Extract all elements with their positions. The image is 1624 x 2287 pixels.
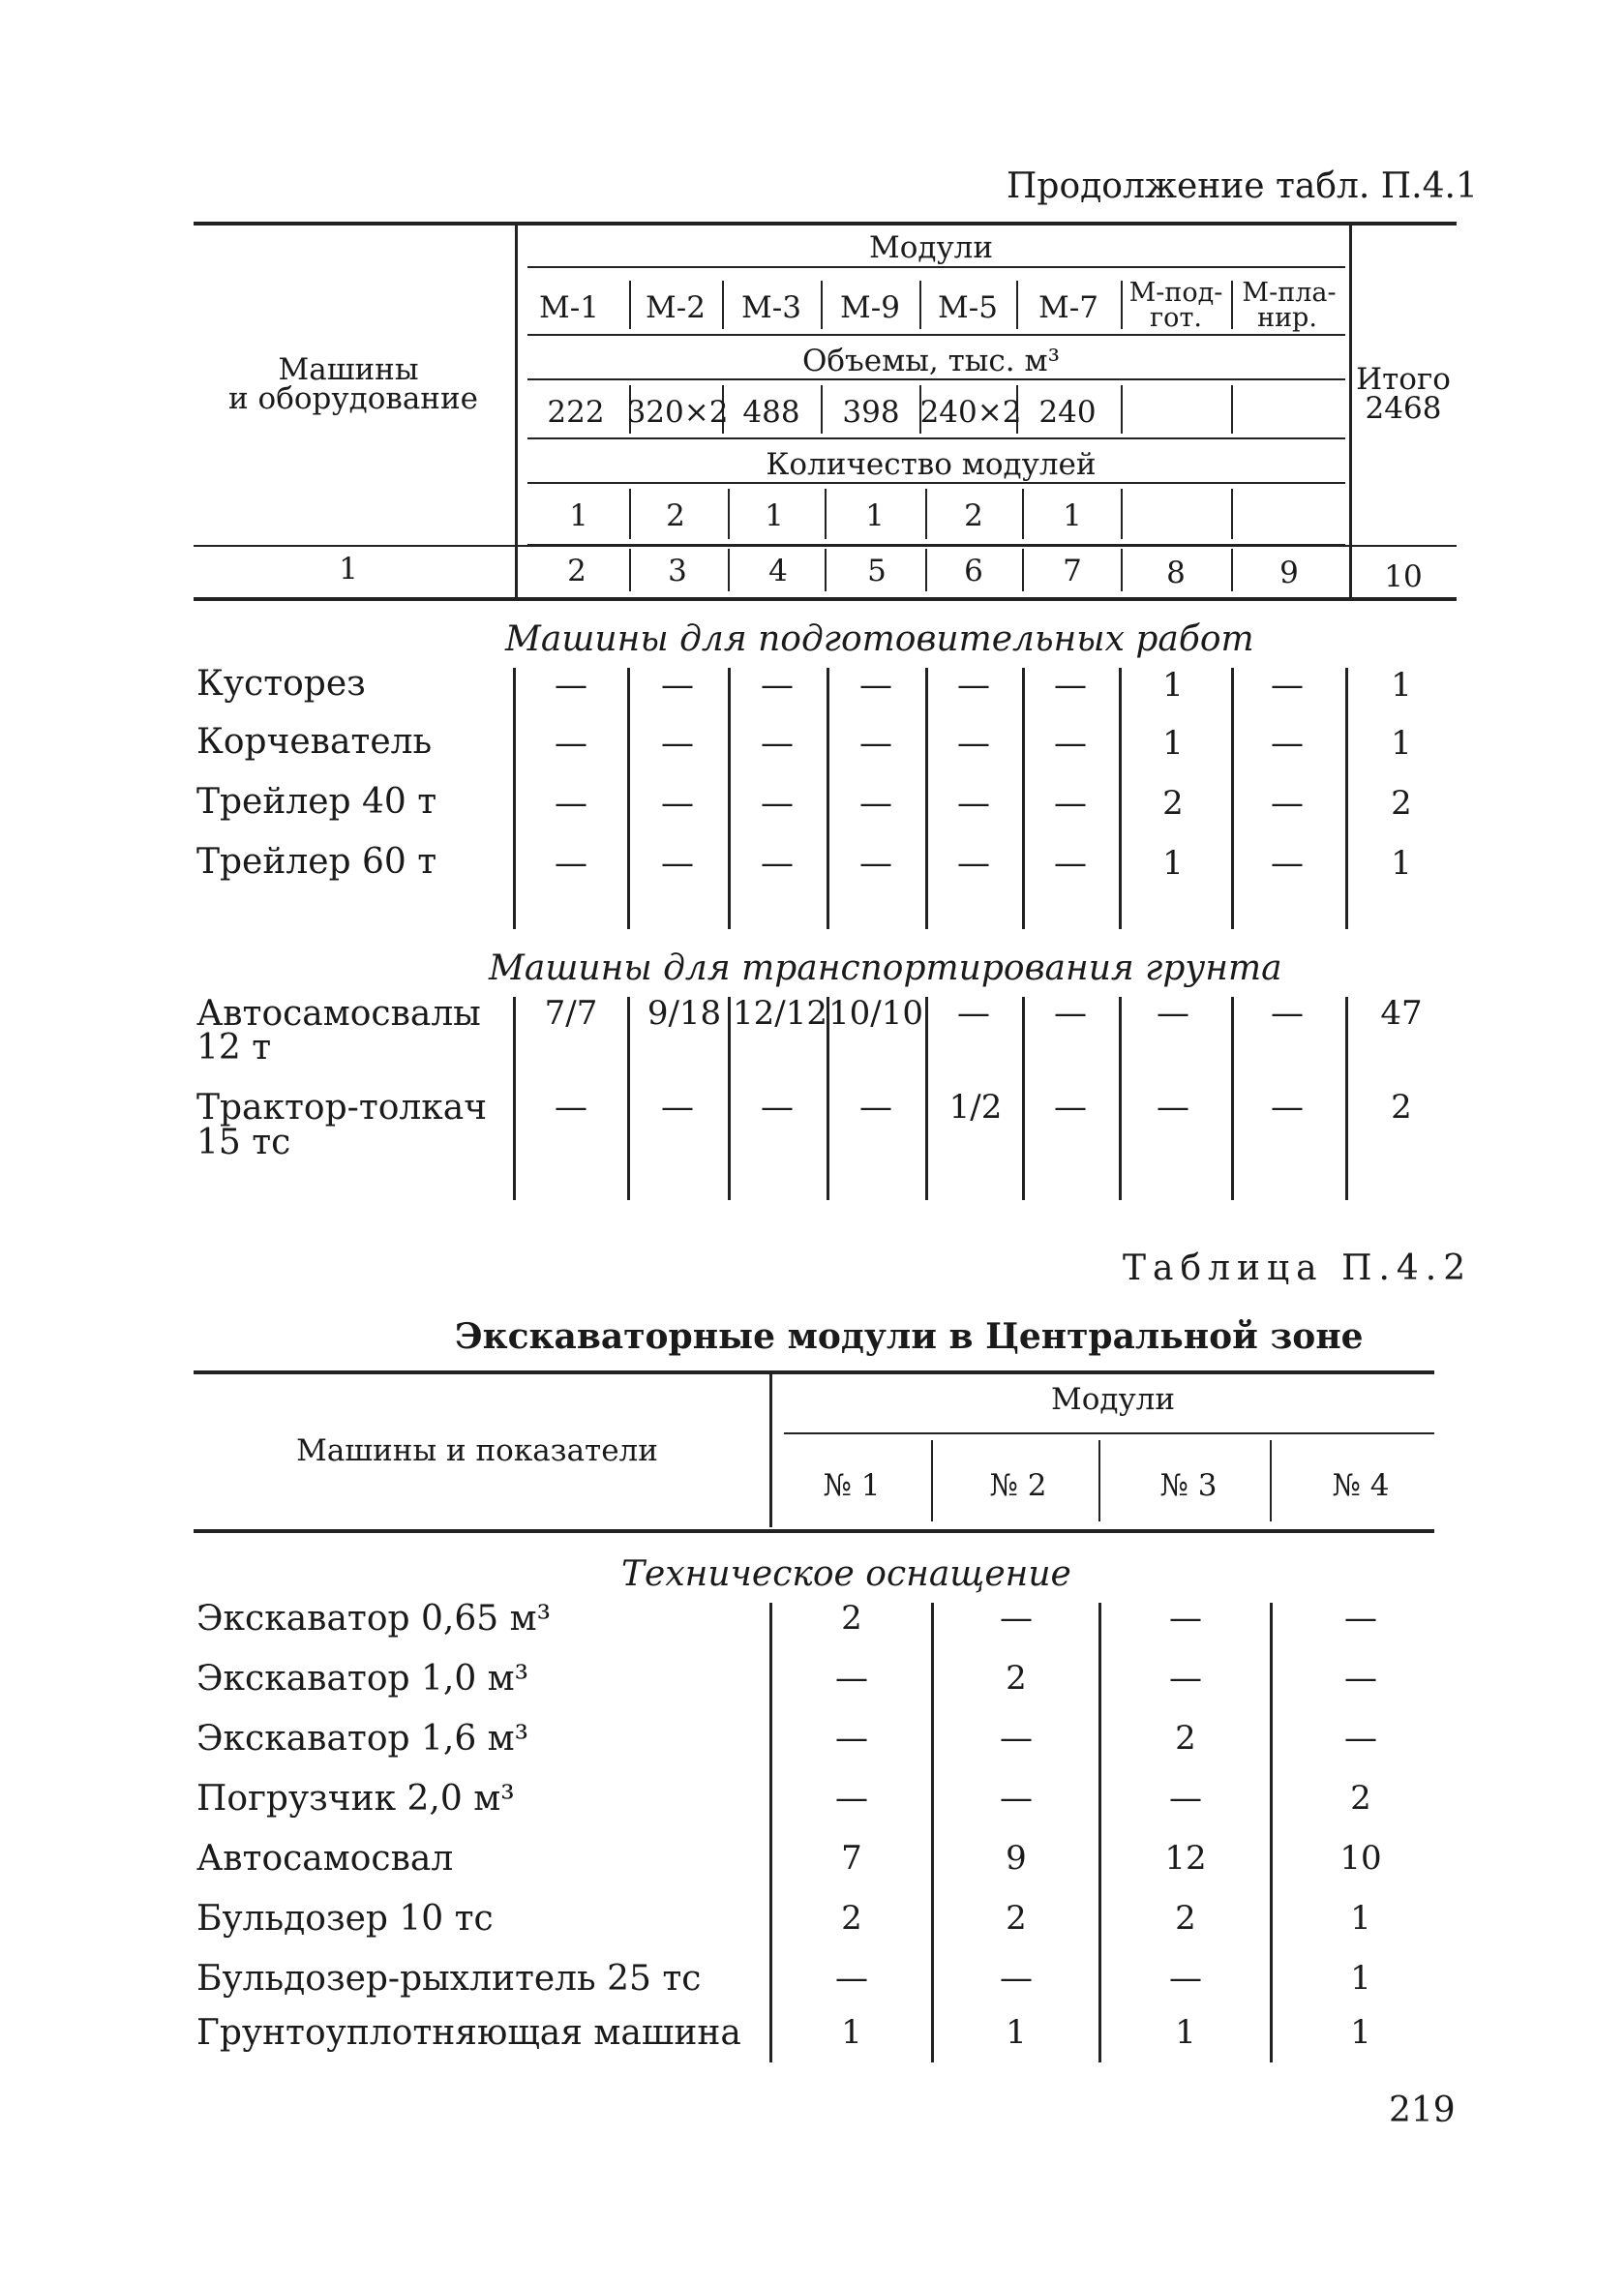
module-number: № 1 (823, 1468, 881, 1503)
continuation-caption: Продолжение табл. П.4.1 (1007, 166, 1478, 206)
table1-count-label-rule (527, 482, 1345, 484)
table-cell: — (555, 724, 587, 763)
section-title: Техническое оснащение (621, 1554, 1071, 1594)
table1-top-rule (194, 222, 1457, 226)
total-label: Итого (1356, 362, 1451, 397)
table-cell: — (835, 1959, 868, 1998)
module-number: № 4 (1332, 1468, 1390, 1503)
table-cell: — (1000, 1599, 1033, 1638)
count-value: 1 (1063, 498, 1082, 533)
table-cell: — (835, 1719, 868, 1758)
volume-value: 398 (842, 395, 900, 430)
volume-value: 240×2 (919, 395, 1022, 430)
table-cell: 7/7 (544, 994, 598, 1033)
table-cell: — (1344, 1599, 1377, 1638)
column-number: 10 (1384, 559, 1423, 594)
table-cell: — (555, 784, 587, 823)
table-cell: 1 (1391, 724, 1412, 763)
table-title: Экскаваторные модули в Центральной зоне (455, 1316, 1364, 1357)
machines-label-line1: Машины (278, 352, 419, 387)
table-cell: 10/10 (828, 994, 923, 1033)
row-label: Экскаватор 1,0 м³ (196, 1659, 529, 1699)
table-cell: — (661, 724, 694, 763)
table-cell: — (555, 1088, 587, 1127)
table-cell: 2 (1006, 1659, 1027, 1698)
section-title: Машины для транспортирования грунта (489, 948, 1282, 988)
table-cell: — (1054, 844, 1087, 883)
table-cell: — (859, 844, 892, 883)
module-name: М-2 (646, 290, 706, 325)
table-cell: — (957, 724, 990, 763)
module-number: № 2 (989, 1468, 1047, 1503)
table-cell: — (1271, 666, 1304, 705)
row-label: Трейлер 60 т (196, 842, 437, 882)
table-cell: — (1157, 1088, 1189, 1127)
table-cell: 9 (1006, 1839, 1027, 1878)
table-cell: — (761, 1088, 794, 1127)
table-cell: 9/18 (647, 994, 722, 1033)
table-cell: 1 (1391, 666, 1412, 705)
table-cell: — (1054, 1088, 1087, 1127)
table-cell: — (1271, 844, 1304, 883)
row-label: 15 тс (196, 1123, 291, 1162)
section-title: Машины для подготовительных работ (505, 619, 1254, 659)
table-cell: — (1054, 784, 1087, 823)
module-number: № 3 (1159, 1468, 1218, 1503)
column-number: 5 (867, 554, 887, 588)
column-number: 2 (567, 554, 586, 588)
table-cell: — (761, 724, 794, 763)
table1-numbers-rule (194, 597, 1457, 601)
modules-label: Модули (1050, 1382, 1176, 1417)
module-podgot-line1: М-под- (1128, 278, 1223, 308)
row-label: Бульдозер 10 тс (196, 1899, 494, 1939)
table1-modules-rule (527, 266, 1345, 268)
table2-top-rule (194, 1370, 1434, 1374)
table-cell: 1 (1162, 666, 1184, 705)
column-number: 1 (339, 552, 358, 587)
volume-value: 222 (547, 395, 605, 430)
table-cell: 1 (1006, 2013, 1027, 2052)
module-name: М-9 (840, 290, 900, 325)
module-planir-line2: нир. (1257, 303, 1317, 333)
table-cell: — (1271, 784, 1304, 823)
table-cell: 2 (1391, 784, 1412, 823)
modules-label: Модули (868, 230, 994, 265)
column-number: 9 (1279, 556, 1299, 590)
table-cell: 1 (1391, 844, 1412, 883)
row-label: 12 т (196, 1028, 272, 1068)
column-number: 7 (1063, 554, 1082, 588)
table1-header-rule (194, 545, 1457, 547)
table-cell: — (835, 1779, 868, 1818)
count-value: 2 (964, 498, 983, 533)
table-cell: — (859, 784, 892, 823)
module-name: М-7 (1038, 290, 1098, 325)
table-cell: 1 (1350, 1899, 1371, 1938)
page-number: 219 (1389, 2091, 1456, 2130)
table-cell: — (859, 666, 892, 705)
table1-names-rule (527, 334, 1345, 336)
table2-modules-rule (784, 1432, 1434, 1434)
table-cell: 1/2 (948, 1088, 1003, 1127)
table1-vline-name (515, 226, 518, 597)
table-cell: 1 (1162, 724, 1184, 763)
table1-volumes-rule (527, 437, 1345, 439)
table-cell: — (661, 784, 694, 823)
table-cell: — (1271, 1088, 1304, 1127)
table-cell: — (957, 844, 990, 883)
table-cell: 47 (1380, 994, 1423, 1033)
table-cell: — (1157, 994, 1189, 1033)
table-cell: — (1344, 1659, 1377, 1698)
row-label: Трактор-толкач (196, 1088, 488, 1128)
table-cell: — (661, 1088, 694, 1127)
table-cell: 2 (1391, 1088, 1412, 1127)
table-cell: — (555, 844, 587, 883)
table-cell: — (835, 1659, 868, 1698)
table-cell: — (1271, 994, 1304, 1033)
table-cell: — (1054, 994, 1087, 1033)
row-label: Экскаватор 0,65 м³ (196, 1599, 552, 1639)
column-number: 4 (768, 554, 788, 588)
table-cell: 1 (1350, 1959, 1371, 1998)
table-cell: — (1054, 724, 1087, 763)
column-number: 8 (1166, 556, 1186, 590)
table-cell: — (1169, 1959, 1202, 1998)
volume-value: 488 (742, 395, 800, 430)
count-value: 1 (569, 498, 588, 533)
table-cell: 12 (1164, 1839, 1207, 1878)
table-cell: — (661, 666, 694, 705)
table-cell: 10 (1339, 1839, 1382, 1878)
row-label: Погрузчик 2,0 м³ (196, 1779, 515, 1819)
table-cell: — (1169, 1599, 1202, 1638)
table-cell: 1 (1350, 2013, 1371, 2052)
table-cell: 2 (1350, 1779, 1371, 1818)
table-cell: — (1169, 1659, 1202, 1698)
row-label: Автосамосвал (196, 1839, 454, 1879)
table-cell: 2 (1162, 784, 1184, 823)
table-cell: — (859, 1088, 892, 1127)
table1-vline-total (1349, 226, 1352, 597)
table-cell: 12/12 (733, 994, 827, 1033)
table-cell: 2 (841, 1599, 862, 1638)
table-cell: — (1169, 1779, 1202, 1818)
table-cell: 1 (1162, 844, 1184, 883)
row-label: Трейлер 40 т (196, 782, 437, 822)
table-cell: — (555, 666, 587, 705)
volume-value: 320×2 (626, 395, 729, 430)
table-label: Таблица П.4.2 (1123, 1249, 1473, 1288)
row-label: Экскаватор 1,6 м³ (196, 1719, 529, 1759)
table-cell: 7 (841, 1839, 862, 1878)
count-value: 1 (865, 498, 885, 533)
table-cell: 1 (1175, 2013, 1196, 2052)
table2-header-rule (194, 1529, 1434, 1533)
machines-indicators-label: Машины и показатели (296, 1433, 658, 1468)
table1-volumes-label-rule (527, 378, 1345, 380)
table-cell: 2 (841, 1899, 862, 1938)
count-label: Количество модулей (766, 447, 1097, 482)
table-cell: — (761, 784, 794, 823)
row-label: Грунтоуплотняющая машина (196, 2013, 741, 2053)
total-value: 2468 (1365, 391, 1442, 426)
table-cell: — (1271, 724, 1304, 763)
module-podgot-line2: гот. (1150, 303, 1202, 333)
table-cell: — (1344, 1719, 1377, 1758)
table-cell: — (1000, 1779, 1033, 1818)
column-number: 3 (668, 554, 687, 588)
table-cell: — (761, 666, 794, 705)
table-cell: 2 (1175, 1719, 1196, 1758)
table-cell: — (661, 844, 694, 883)
column-number: 6 (964, 554, 983, 588)
volume-value: 240 (1038, 395, 1097, 430)
module-name: М-1 (539, 290, 599, 325)
row-label: Корчеватель (196, 722, 433, 762)
table-cell: — (957, 994, 990, 1033)
row-label: Автосамосвалы (196, 994, 481, 1034)
module-name: М-3 (741, 290, 801, 325)
table-cell: — (1000, 1719, 1033, 1758)
table-cell: — (1000, 1959, 1033, 1998)
table-cell: — (957, 666, 990, 705)
table-cell: — (957, 784, 990, 823)
machines-label-line2: и оборудование (228, 381, 478, 416)
count-value: 2 (666, 498, 685, 533)
table-cell: 2 (1006, 1899, 1027, 1938)
module-planir-line1: М-пла- (1242, 278, 1337, 308)
volumes-label: Объемы, тыс. м³ (801, 344, 1061, 378)
table-cell: 1 (841, 2013, 862, 2052)
count-value: 1 (765, 498, 784, 533)
table-cell: — (761, 844, 794, 883)
table-cell: — (1054, 666, 1087, 705)
module-name: М-5 (938, 290, 998, 325)
row-label: Бульдозер-рыхлитель 25 тс (196, 1959, 702, 1999)
row-label: Кусторез (196, 664, 366, 704)
table-cell: 2 (1175, 1899, 1196, 1938)
table-cell: — (859, 724, 892, 763)
